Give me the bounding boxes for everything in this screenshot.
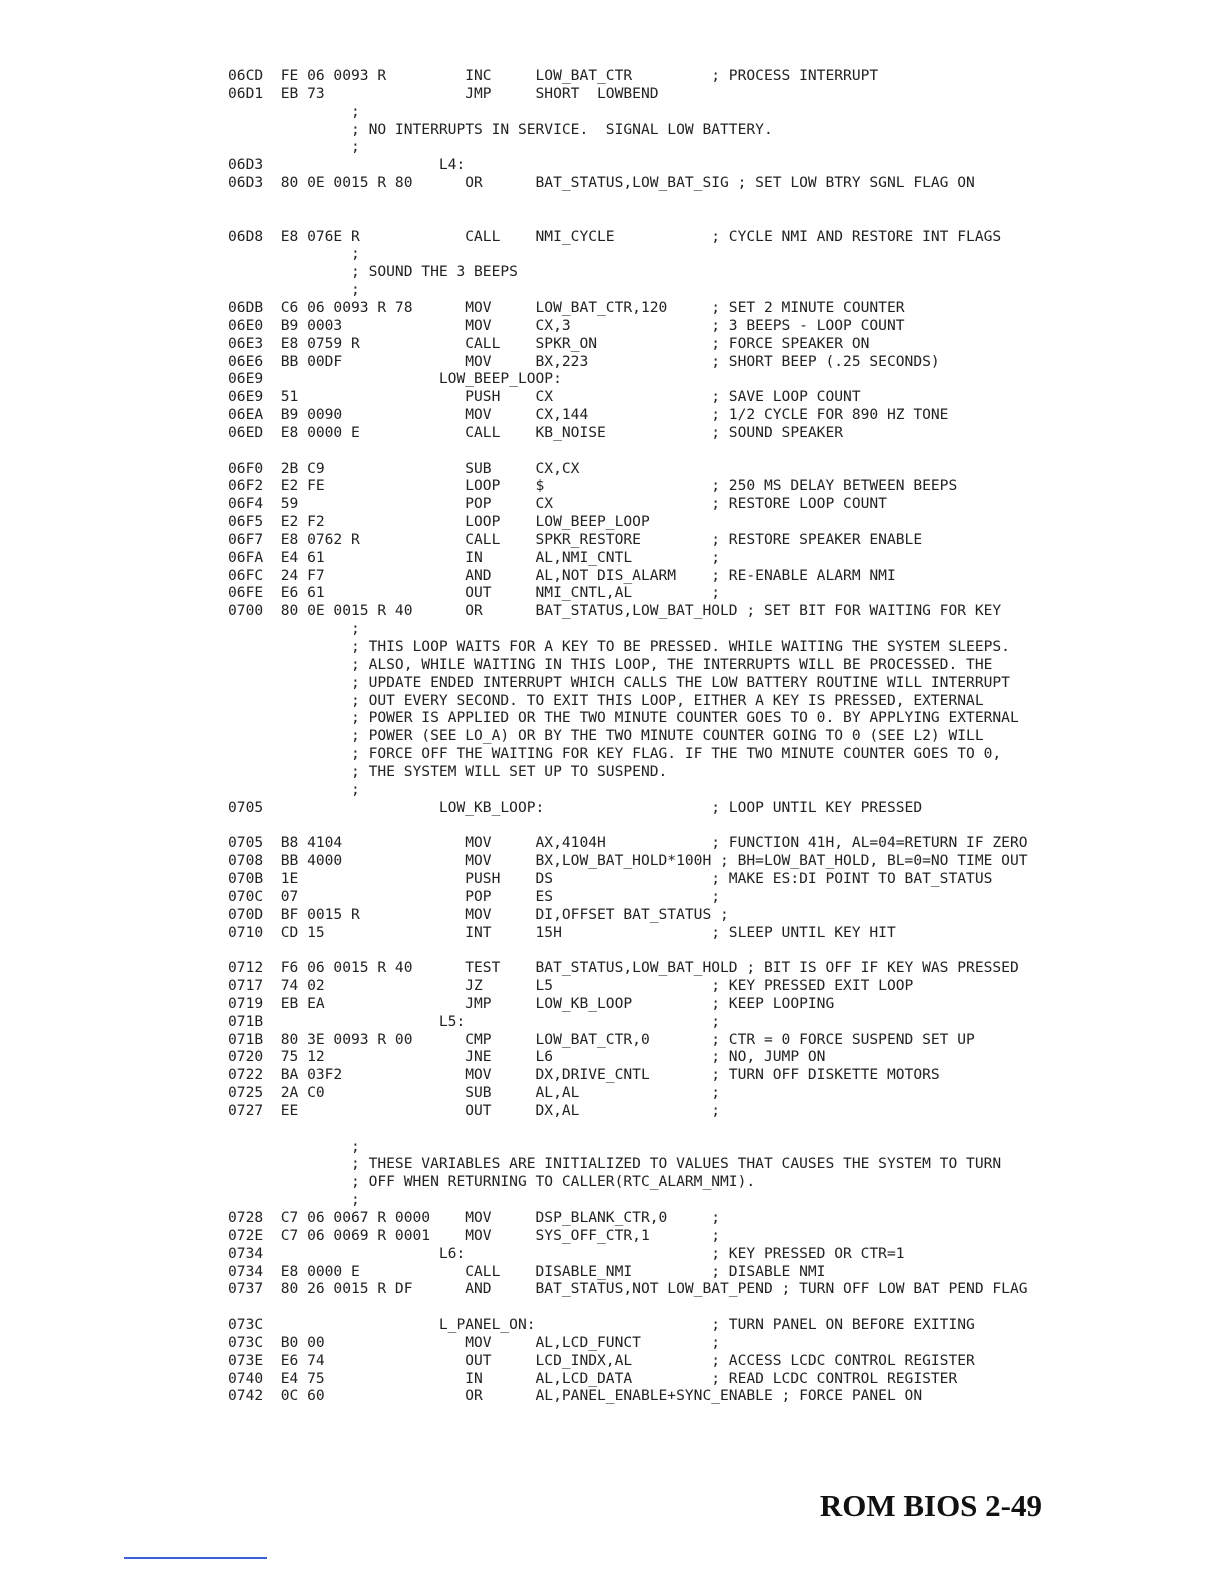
code-line <box>228 941 1028 959</box>
code-line <box>228 1298 1028 1316</box>
code-line: 0734 L6: ; KEY PRESSED OR CTR=1 <box>228 1244 905 1262</box>
code-line: 0740 E4 75 IN AL,LCD_DATA ; READ LCDC CONTROL REGISTER <box>228 1369 958 1387</box>
code-line: 0722 BA 03F2 MOV DX,DRIVE_CNTL ; TURN OFF DISKETTE MOTORS <box>228 1066 940 1084</box>
code-line: ; <box>228 138 360 156</box>
code-line: 06F4 59 POP CX ; RESTORE LOOP COUNT <box>228 495 887 513</box>
code-line: 06F0 2B C9 SUB CX,CX <box>228 459 580 477</box>
code-line: 070D BF 0015 R MOV DI,OFFSET BAT_STATUS ; <box>228 905 729 923</box>
code-line: 0728 C7 06 0067 R 0000 MOV DSP_BLANK_CTR,0 ; <box>228 1209 721 1226</box>
code-line: ; ALSO, WHILE WAITING IN THIS LOOP, THE INTERRUPTS WILL BE PROCESSED. THE <box>228 655 993 673</box>
code-line: 06D3 80 0E 0015 R 80 OR BAT_STATUS,LOW_BAT_SIG ; SET LOW BTRY SGNL FLAG ON <box>228 174 975 192</box>
code-line: 06D1 EB 73 JMP SHORT LOWBEND <box>228 84 659 102</box>
code-line: 06CD FE 06 0093 R INC LOW_BAT_CTR ; PROCESS INTERRUPT <box>228 67 879 84</box>
code-line: 071B L5: ; <box>228 1012 721 1030</box>
code-line: 06D3 L4: <box>228 156 466 174</box>
code-line: 073C L_PANEL_ON: ; TURN PANEL ON BEFORE EXITING <box>228 1316 975 1334</box>
code-line <box>228 1120 1028 1138</box>
code-line <box>228 210 1028 228</box>
code-line: ; <box>228 102 360 120</box>
footer-rule <box>124 1557 267 1559</box>
code-line: ; <box>228 1191 360 1209</box>
code-line: 0700 80 0E 0015 R 40 OR BAT_STATUS,LOW_BAT_HOLD ; SET BIT FOR WAITING FOR KEY <box>228 602 1002 620</box>
assembly-listing <box>228 67 1028 1405</box>
code-line: ; <box>228 245 360 263</box>
code-line: ; POWER IS APPLIED OR THE TWO MINUTE COUNTER GOES TO 0. BY APPLYING EXTERNAL <box>228 709 1019 727</box>
code-line: ; <box>228 281 360 299</box>
code-line: 0712 F6 06 0015 R 40 TEST BAT_STATUS,LOW_BAT_HOLD ; BIT IS OFF IF KEY WAS PRESSED <box>228 959 1019 977</box>
code-line: 06E0 B9 0003 MOV CX,3 ; 3 BEEPS - LOOP COUNT <box>228 316 905 334</box>
code-line: 072E C7 06 0069 R 0001 MOV SYS_OFF_CTR,1 ; <box>228 1226 721 1244</box>
code-line: ; UPDATE ENDED INTERRUPT WHICH CALLS THE LOW BATTERY ROUTINE WILL INTERRUPT <box>228 673 1010 691</box>
code-line: ; POWER (SEE LO_A) OR BY THE TWO MINUTE COUNTER GOING TO 0 (SEE L2) WILL <box>228 727 984 745</box>
page-footer-title: ROM BIOS 2-49 <box>819 1488 1042 1523</box>
code-line: 0719 EB EA JMP LOW_KB_LOOP ; KEEP LOOPING <box>228 994 835 1012</box>
code-line: 0708 BB 4000 MOV BX,LOW_BAT_HOLD*100H ; BH=LOW_BAT_HOLD, BL=0=NO TIME OUT <box>228 852 1028 870</box>
code-line: 0710 CD 15 INT 15H ; SLEEP UNTIL KEY HIT <box>228 923 896 941</box>
code-line: 070B 1E PUSH DS ; MAKE ES:DI POINT TO BAT_STATUS <box>228 869 993 887</box>
code-line: 06EA B9 0090 MOV CX,144 ; 1/2 CYCLE FOR 890 HZ TONE <box>228 406 949 424</box>
code-line: 06E9 LOW_BEEP_LOOP: <box>228 370 562 388</box>
code-line: 06E6 BB 00DF MOV BX,223 ; SHORT BEEP (.25 SECONDS) <box>228 352 940 370</box>
code-line: 06F2 E2 FE LOOP $ ; 250 MS DELAY BETWEEN BEEPS <box>228 477 958 495</box>
code-line: 0737 80 26 0015 R DF AND BAT_STATUS,NOT LOW_BAT_PEND ; TURN OFF LOW BAT PEND FLAG <box>228 1280 1028 1298</box>
code-line: 071B 80 3E 0093 R 00 CMP LOW_BAT_CTR,0 ; CTR = 0 FORCE SUSPEND SET UP <box>228 1030 975 1048</box>
code-line <box>228 192 1028 210</box>
code-line: ; THIS LOOP WAITS FOR A KEY TO BE PRESSED. WHILE WAITING THE SYSTEM SLEEPS. <box>228 638 1010 655</box>
code-line: ; THESE VARIABLES ARE INITIALIZED TO VALUES THAT CAUSES THE SYSTEM TO TURN <box>228 1155 1002 1173</box>
code-line: 06F5 E2 F2 LOOP LOW_BEEP_LOOP <box>228 513 650 531</box>
code-line <box>228 442 1028 460</box>
code-line: 0734 E8 0000 E CALL DISABLE_NMI ; DISABLE NMI <box>228 1262 826 1280</box>
code-line: ; <box>228 620 360 638</box>
code-line: 0705 B8 4104 MOV AX,4104H ; FUNCTION 41H, AL=04=RETURN IF ZERO <box>228 834 1028 852</box>
code-line: ; <box>228 1137 360 1155</box>
code-line: ; THE SYSTEM WILL SET UP TO SUSPEND. <box>228 762 668 780</box>
code-line: 06FE E6 61 OUT NMI_CNTL,AL ; <box>228 584 721 602</box>
code-line: ; OUT EVERY SECOND. TO EXIT THIS LOOP, EITHER A KEY IS PRESSED, EXTERNAL <box>228 691 984 709</box>
code-line: 0720 75 12 JNE L6 ; NO, JUMP ON <box>228 1048 826 1066</box>
code-line: 0705 LOW_KB_LOOP: ; LOOP UNTIL KEY PRESSED <box>228 798 923 816</box>
code-line: 070C 07 POP ES ; <box>228 887 721 905</box>
code-line: 06D8 E8 076E R CALL NMI_CYCLE ; CYCLE NMI AND RESTORE INT FLAGS <box>228 227 1002 245</box>
code-line: 06FC 24 F7 AND AL,NOT DIS_ALARM ; RE-ENABLE ALARM NMI <box>228 566 896 584</box>
code-line: ; NO INTERRUPTS IN SERVICE. SIGNAL LOW BATTERY. <box>228 120 773 138</box>
code-line: ; <box>228 780 360 798</box>
code-line: ; OFF WHEN RETURNING TO CALLER(RTC_ALARM_NMI). <box>228 1173 756 1191</box>
code-line: 073C B0 00 MOV AL,LCD_FUNCT ; <box>228 1333 721 1351</box>
code-line <box>228 816 1028 834</box>
code-line: 06DB C6 06 0093 R 78 MOV LOW_BAT_CTR,120 ; SET 2 MINUTE COUNTER <box>228 298 905 316</box>
code-line: 06E9 51 PUSH CX ; SAVE LOOP COUNT <box>228 388 861 406</box>
code-line: 0742 0C 60 OR AL,PANEL_ENABLE+SYNC_ENABLE ; FORCE PANEL ON <box>228 1387 923 1405</box>
code-line: ; SOUND THE 3 BEEPS <box>228 263 518 281</box>
code-line: 0717 74 02 JZ L5 ; KEY PRESSED EXIT LOOP <box>228 977 914 995</box>
code-line: 0727 EE OUT DX,AL ; <box>228 1101 721 1119</box>
code-line: 06ED E8 0000 E CALL KB_NOISE ; SOUND SPEAKER <box>228 423 844 441</box>
code-line: ; FORCE OFF THE WAITING FOR KEY FLAG. IF THE TWO MINUTE COUNTER GOES TO 0, <box>228 745 1002 763</box>
code-line: 0725 2A C0 SUB AL,AL ; <box>228 1084 721 1102</box>
code-line: 073E E6 74 OUT LCD_INDX,AL ; ACCESS LCDC CONTROL REGISTER <box>228 1351 975 1369</box>
code-line: 06E3 E8 0759 R CALL SPKR_ON ; FORCE SPEAKER ON <box>228 334 870 352</box>
code-line: 06FA E4 61 IN AL,NMI_CNTL ; <box>228 548 721 566</box>
code-line: 06F7 E8 0762 R CALL SPKR_RESTORE ; RESTORE SPEAKER ENABLE <box>228 530 923 548</box>
